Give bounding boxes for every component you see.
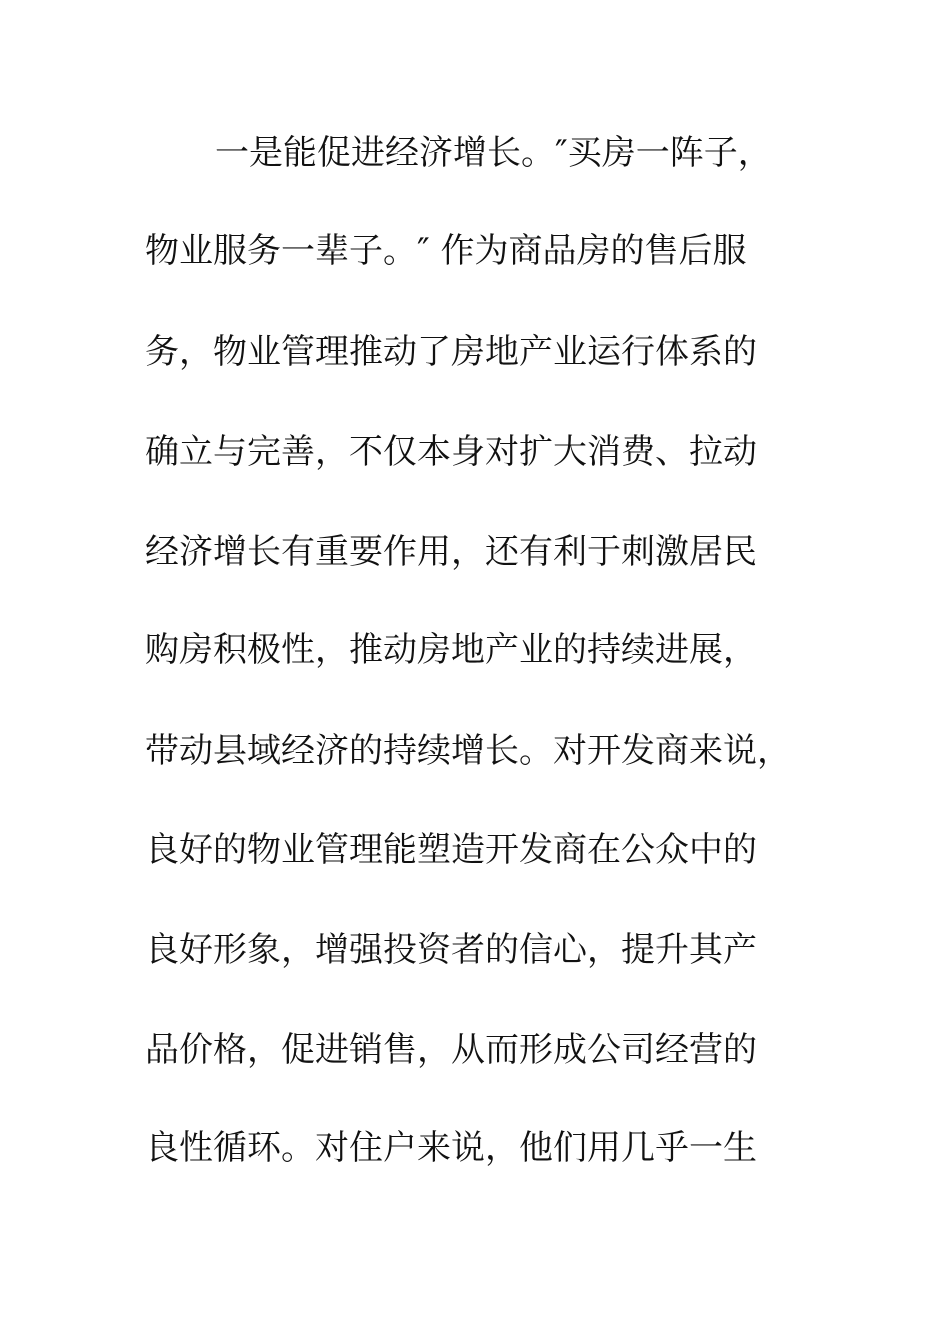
paragraph-line: 一是能促进经济增长。″买房一阵子， [215,133,772,173]
paragraph-line: 物业服务一辈子。″ 作为商品房的售后服 [145,231,747,271]
paragraph-line: 品价格，促进销售，从而形成公司经营的 [145,1030,757,1070]
paragraph-line: 良好的物业管理能塑造开发商在公众中的 [145,830,757,870]
paragraph-line: 购房积极性，推动房地产业的持续进展， [145,630,757,670]
paragraph-line: 确立与完善，不仅本身对扩大消费、拉动 [145,432,757,472]
paragraph-line: 带动县域经济的持续增长。对开发商来说， [145,731,791,771]
paragraph-line: 务，物业管理推动了房地产业运行体系的 [145,332,757,372]
paragraph-line: 良性循环。对住户来说，他们用几乎一生 [145,1128,757,1168]
paragraph-line: 经济增长有重要作用，还有利于刺激居民 [145,532,757,572]
paragraph-line: 良好形象，增强投资者的信心，提升其产 [145,930,757,970]
